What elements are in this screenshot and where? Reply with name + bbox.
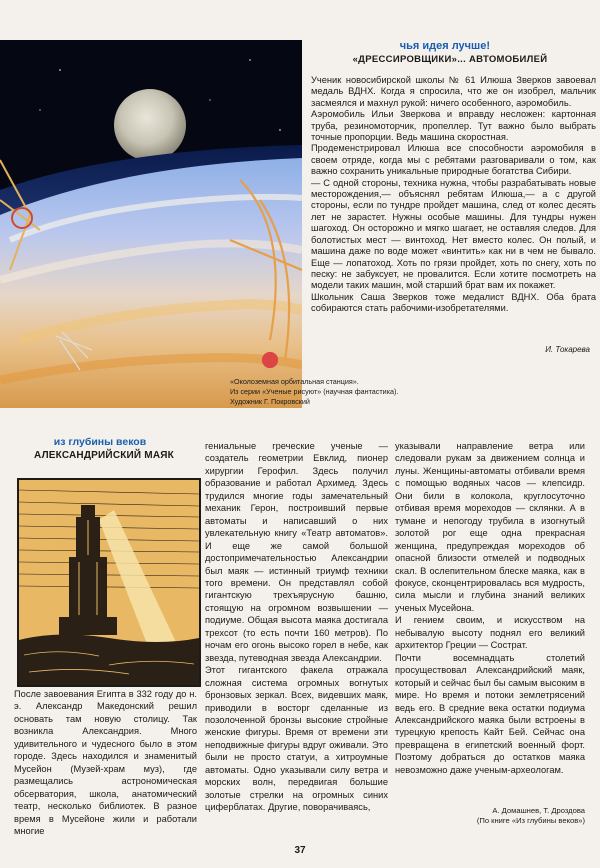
lighthouse-woodcut bbox=[17, 478, 201, 687]
moon bbox=[114, 89, 186, 161]
illustration-caption bbox=[230, 377, 570, 407]
section-kicker: чья идея лучше! bbox=[399, 40, 490, 52]
paragraph: Этот гигантского факела отражала сложная система огромных вогнутых бронзовых зеркал. Всех, видевших маяк, приводили в восторг сделанные из позолоченной бронзы высокие стройные женские фигуры. Время от времени эти неподвижные фигуры вдруг оживали. Это были не просто статуи, а хитроумные автоматы. Одно указывали силу ветра и морских волн, передвигая большие золотые стрелки на огромных синих циферблатах. Другие, поворачиваясь, bbox=[205, 665, 388, 813]
article-body-top bbox=[311, 75, 596, 315]
paragraph: Продеменстрировал Илюша все способности аэромобиля в своем отряде, когда мы с ребятами разговаривали о том, как важно сохранить уникальные природные богатства Сибири. bbox=[311, 143, 596, 177]
paragraph: указывали направление ветра или следовали рукам за движением солнца и луны. Женщины-автоматы отбивали время с помощью водяных часов — клепсидр. Они били в колокола, круглосуточно отбивая время мореходов — склянки. А в тумане и непогоду трубила в изогнутый золотой рог еще одна прекрасная женщина, предупреждая мореходов об опасной близости отмелей и подводных скал. В ослепительном блеске маяка, как в фокусе, сконцентрировалась вся мудрость, сила мысли и глубина знаний великих ученых Мусейона. bbox=[395, 441, 585, 613]
credit-authors: А. Домашнев, Т. Дроздова bbox=[492, 806, 585, 815]
paragraph: И гением своим, и искусством на небывалую высоту поднял его великий архитектор Греции — Сострат. bbox=[395, 615, 585, 651]
credit-source: (По книге «Из глубины веков») bbox=[476, 816, 585, 825]
paragraph: — С одной стороны, техника нужна, чтобы разрабатывать новые месторождения,— объяснял ребятам Илюша,— а с другой стороны, если по тундре пройдет машина, след от колес десять лет не зарастет. Нужны особые машины. Для тундры нужен шагоход. Он осторожно и мягко шагает, не оставляя следов. Для болотистых мест — винтоход. Нет вместо колес. Он полый, и машина даже по воде может «винтить» как ни в чем не бывало. Еще — лопатоход. Хоть по грязи пройдет, хоть по снегу, хоть по песку: не забуксует, не провалится. Если хотите посмотреть на модели таких машин, мой старший брат вам их покажет. bbox=[311, 177, 596, 291]
caption-line: «Околоземная орбитальная станция». bbox=[230, 377, 359, 386]
paragraph: Аэромобиль Ильи Зверкова и вправду несложен: картонная труба, резиномоторчик, пропеллер. Тут важно было выбрать точные пропорции. Ведь машина скоростная. bbox=[311, 109, 596, 143]
lighthouse-column-2 bbox=[205, 440, 388, 814]
space-station-illustration bbox=[0, 40, 302, 408]
paragraph: Школьник Саша Зверков тоже медалист ВДНХ. Оба брата собираются стать рабочими-изобретателями. bbox=[311, 291, 596, 314]
lighthouse-column-1 bbox=[14, 688, 197, 837]
caption-line: Художник Г. Покровский bbox=[230, 397, 310, 406]
paragraph: После завоевания Египта в 332 году до н. э. Александр Македонский решил основать там новую столицу. Так возникла Александрия. Много удивительного и чудесного было в этом городе. Здесь находился и знаменитый Мусейон (Музей-храм муз), где размещались астрономическая обсерватория, школа, анатомический театр, несколько библиотек. В разное время в Мусейоне жили и работали многие bbox=[14, 689, 197, 836]
rubric: из глубины веков bbox=[53, 436, 147, 448]
article-credits bbox=[395, 806, 585, 826]
lighthouse-column-3 bbox=[395, 440, 585, 776]
paragraph: Почти восемнадцать столетий просуществовал Александрийский маяк, который и сейчас был бы самым высоким в мире. Но время и потоки землетрясений ведь его. В средние века остатки подиума Александрийского маяка были встроены в турецкую крепость Кайт Бей. Сейчас она превращена в египетский военный форт. Поэтому добраться до остатков маяка невозможно даже ученым-археологам. bbox=[395, 652, 585, 775]
page-number: 37 bbox=[294, 845, 306, 856]
lighthouse-title: АЛЕКСАНДРИЙСКИЙ МАЯК bbox=[34, 450, 174, 461]
article-title: «ДРЕССИРОВЩИКИ»... АВТОМОБИЛЕЙ bbox=[352, 54, 548, 65]
paragraph: гениальные греческие ученые — создатель геометрии Евклид, пионер хирургии Герофил. Здесь получил образование и работал Архимед. Здесь трудился многие годы замечательный механик Герон, построивший первые автоматы и написавший о них увлекательную книгу «Театр автоматов». И еще же самой большой достопримечательностью Александрии был маяк — истинный триумф техники того времени. Он представлял собой гигантскую трехъярусную башню, стоящую на огромном возвышении — подиуме. Общая высота маяка достигала трехсот (то есть почти 160 метров). По ночам его огонь высоко горел в небе, как звезда, путеводная звезда Александрии. bbox=[205, 441, 388, 663]
paragraph: Ученик новосибирской школы № 61 Илюша Зверков завоевал медаль ВДНХ. Когда я спросила, что же он изобрел, мальчик засмеялся и махнул рукой: ничего особенного, аэромобиль. bbox=[311, 75, 596, 108]
caption-line: Из серии «Ученые рисуют» (научная фантастика). bbox=[230, 387, 399, 396]
article-author: И. Токарева bbox=[545, 345, 590, 354]
